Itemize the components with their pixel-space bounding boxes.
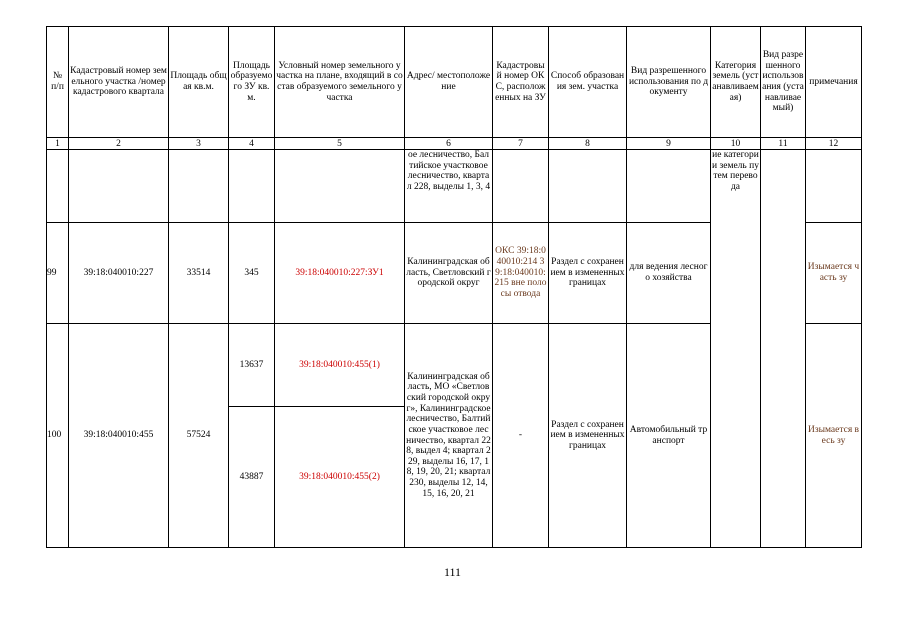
header-num: № п/п <box>47 27 69 138</box>
header-cadastral: Кадастровый номер земельного участка /номер кадастрового квартала <box>69 27 169 138</box>
area-total: 33514 <box>169 223 229 324</box>
column-number: 9 <box>627 138 711 150</box>
address-cell: Калининградская область, Светловский городской округ <box>405 223 493 324</box>
header-area-total: Площадь общая кв.м. <box>169 27 229 138</box>
column-number: 1 <box>47 138 69 150</box>
header-address: Адрес/ местоположение <box>405 27 493 138</box>
column-number: 10 <box>711 138 761 150</box>
category-cell: ие категории земель путем перевода <box>711 150 761 548</box>
header-category: Категория земель (устанавливаемая) <box>711 27 761 138</box>
header-cond-num: Условный номер земельного участка на плане, входящий в состав образуемого земельного участка <box>275 27 405 138</box>
address-cell: ое лесничество, Балтийское участковое лесничество, квартал 228, выделы 1, 3, 4 <box>405 150 493 223</box>
header-use-new: Вид разрешенного использования (устанавливаемый) <box>761 27 806 138</box>
row-number: 100 <box>47 324 69 548</box>
oks-cell: - <box>493 324 549 548</box>
column-number: 8 <box>549 138 627 150</box>
area-new: 13637 <box>229 324 275 407</box>
area-new: 345 <box>229 223 275 324</box>
column-number: 2 <box>69 138 169 150</box>
conditional-number: 39:18:040010:455(2) <box>275 407 405 548</box>
column-number: 7 <box>493 138 549 150</box>
header-method: Способ образования зем. участка <box>549 27 627 138</box>
use-new-cell <box>761 150 806 548</box>
row-number: 99 <box>47 223 69 324</box>
method-cell: Раздел с сохранением в измененных границах <box>549 324 627 548</box>
oks-cell: ОКС 39:18:040010:214 39:18:040010:215 вне полосы отвода <box>493 223 549 324</box>
method-cell: Раздел с сохранением в измененных границах <box>549 223 627 324</box>
area-new: 43887 <box>229 407 275 548</box>
column-number: 3 <box>169 138 229 150</box>
use-cell: Автомобильный транспорт <box>627 324 711 548</box>
note-cell: Изымается весь зу <box>806 324 862 548</box>
cadastral-number: 39:18:040010:227 <box>69 223 169 324</box>
cadastral-number: 39:18:040010:455 <box>69 324 169 548</box>
header-area-new: Площадь образуемого ЗУ кв.м. <box>229 27 275 138</box>
column-number: 6 <box>405 138 493 150</box>
use-cell: для ведения лесного хозяйства <box>627 223 711 324</box>
header-use: Вид разрешенного использования по документу <box>627 27 711 138</box>
conditional-number: 39:18:040010:227:ЗУ1 <box>275 223 405 324</box>
land-plots-table <box>46 26 862 548</box>
column-number: 12 <box>806 138 862 150</box>
column-number: 4 <box>229 138 275 150</box>
column-number: 5 <box>275 138 405 150</box>
table-row-continuation <box>47 150 862 223</box>
column-number-row <box>47 138 862 150</box>
address-cell: Калининградская область, МО «Светловский городской округ», Калининградское лесничество, Балтийское участковое лесничество, квартал 228, выдел 4; квартал 229, выделы 16, 17, 18, 19, 20, 21; квартал 230, выделы 12, 14, 15, 16, 20, 21 <box>405 324 493 548</box>
area-total: 57524 <box>169 324 229 548</box>
column-number: 11 <box>761 138 806 150</box>
header-note: примечания <box>806 27 862 138</box>
header-oks: Кадастровый номер ОКС, расположенных на ЗУ <box>493 27 549 138</box>
page-number: 111 <box>443 565 462 579</box>
header-row <box>47 27 862 138</box>
note-cell: Изымается часть зу <box>806 223 862 324</box>
conditional-number: 39:18:040010:455(1) <box>275 324 405 407</box>
